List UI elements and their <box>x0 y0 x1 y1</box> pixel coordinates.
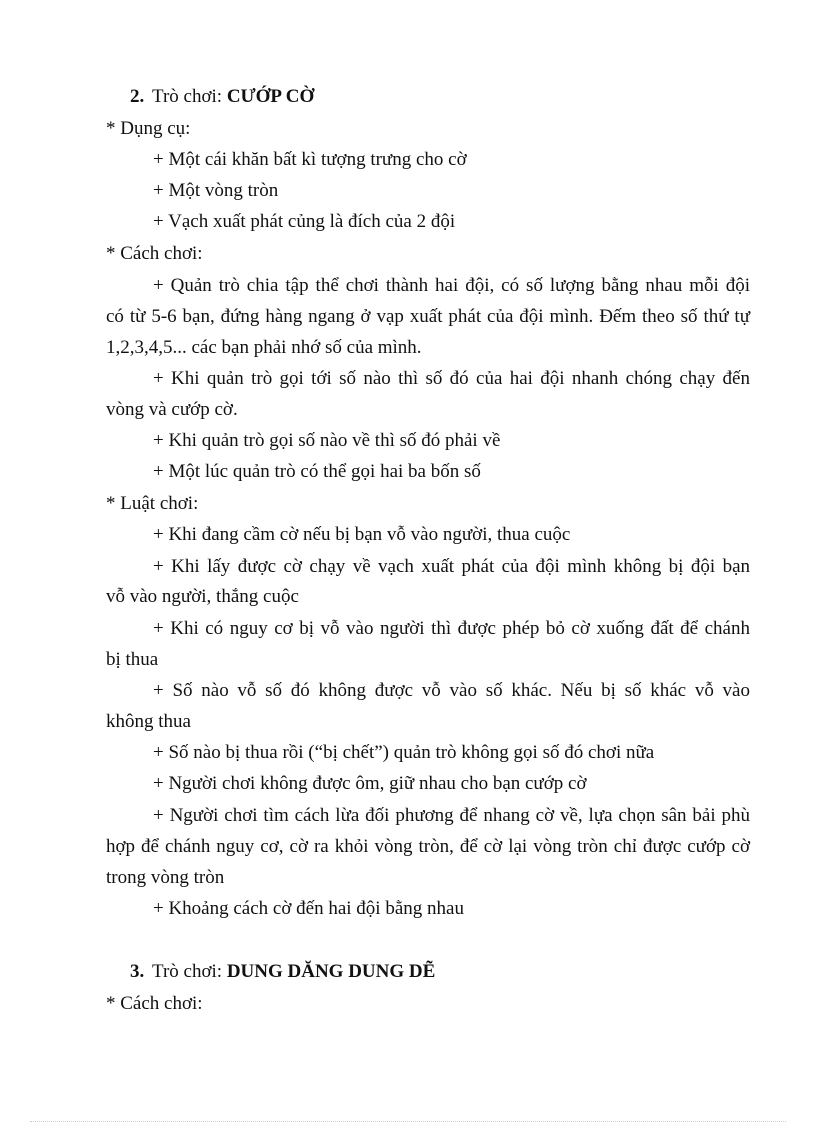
cach-choi-line: + Một lúc quản trò có thể gọi hai ba bốn số <box>153 461 481 482</box>
luat-choi-line: không thua <box>106 711 191 732</box>
section-3-heading <box>130 960 435 984</box>
luat-choi-line: + Số nào vỗ số đó không được vỗ vào số khác. Nếu bị số khác vỗ vào <box>153 680 750 701</box>
dung-cu-item: + Một cái khăn bất kì tượng trưng cho cờ <box>153 149 467 170</box>
cach-choi-line: vòng và cướp cờ. <box>106 399 238 420</box>
luat-choi-line: + Khi đang cầm cờ nếu bị bạn vỗ vào người, thua cuộc <box>153 524 571 545</box>
section-number: 3. <box>130 961 145 982</box>
cach-choi-heading: * Cách chơi: <box>106 243 203 264</box>
luat-choi-line: + Người chơi không được ôm, giữ nhau cho bạn cướp cờ <box>153 773 587 794</box>
cach-choi-line: 1,2,3,4,5... các bạn phải nhớ số của mình. <box>106 337 422 358</box>
dung-cu-item: + Vạch xuất phát củng là đích của 2 đội <box>153 211 456 232</box>
cach-choi-line: + Quản trò chia tập thể chơi thành hai đội, có số lượng bằng nhau mỗi đội <box>153 275 750 296</box>
cach-choi-line: + Khi quản trò gọi tới số nào thì số đó của hai đội nhanh chóng chạy đến <box>153 368 750 389</box>
luat-choi-line: vỗ vào người, thắng cuộc <box>106 586 299 607</box>
luat-choi-line: hợp để chánh nguy cơ, cờ ra khỏi vòng tròn, để cờ lại vòng tròn chỉ được cướp cờ <box>106 836 750 857</box>
luat-choi-heading: * Luật chơi: <box>106 493 199 514</box>
section-3-cach-choi-heading: * Cách chơi: <box>106 993 203 1014</box>
page-bottom-rule <box>30 1121 786 1122</box>
luat-choi-line: + Khi có nguy cơ bị vỗ vào người thì được phép bỏ cờ xuống đất để chánh <box>153 618 750 639</box>
luat-choi-line: + Khoảng cách cờ đến hai đội bằng nhau <box>153 898 464 919</box>
dung-cu-heading: * Dụng cụ: <box>106 118 191 139</box>
luat-choi-line: trong vòng tròn <box>106 867 225 888</box>
section-number: 2. <box>130 86 145 107</box>
section-2-heading <box>130 85 314 109</box>
section-title-prefix: Trò chơi: <box>152 86 227 107</box>
section-title-name: DUNG DĂNG DUNG DẼ <box>226 961 436 982</box>
luat-choi-line: + Số nào bị thua rồi (“bị chết”) quản trò không gọi số đó chơi nữa <box>153 742 655 763</box>
luat-choi-line: + Người chơi tìm cách lừa đối phương để nhang cờ về, lựa chọn sân bải phù <box>153 805 750 826</box>
section-title-prefix: Trò chơi: <box>152 961 227 982</box>
luat-choi-line: + Khi lấy được cờ chạy về vạch xuất phát của đội mình không bị đội bạn <box>153 556 750 577</box>
cach-choi-line: có từ 5-6 bạn, đứng hàng ngang ở vạp xuất phát của đội mình. Đếm theo số thứ tự <box>106 306 750 327</box>
dung-cu-item: + Một vòng tròn <box>153 180 279 201</box>
section-title-name: CƯỚP CỜ <box>226 86 315 107</box>
luat-choi-line: bị thua <box>106 649 159 670</box>
cach-choi-line: + Khi quản trò gọi số nào về thì số đó phải về <box>153 430 501 451</box>
